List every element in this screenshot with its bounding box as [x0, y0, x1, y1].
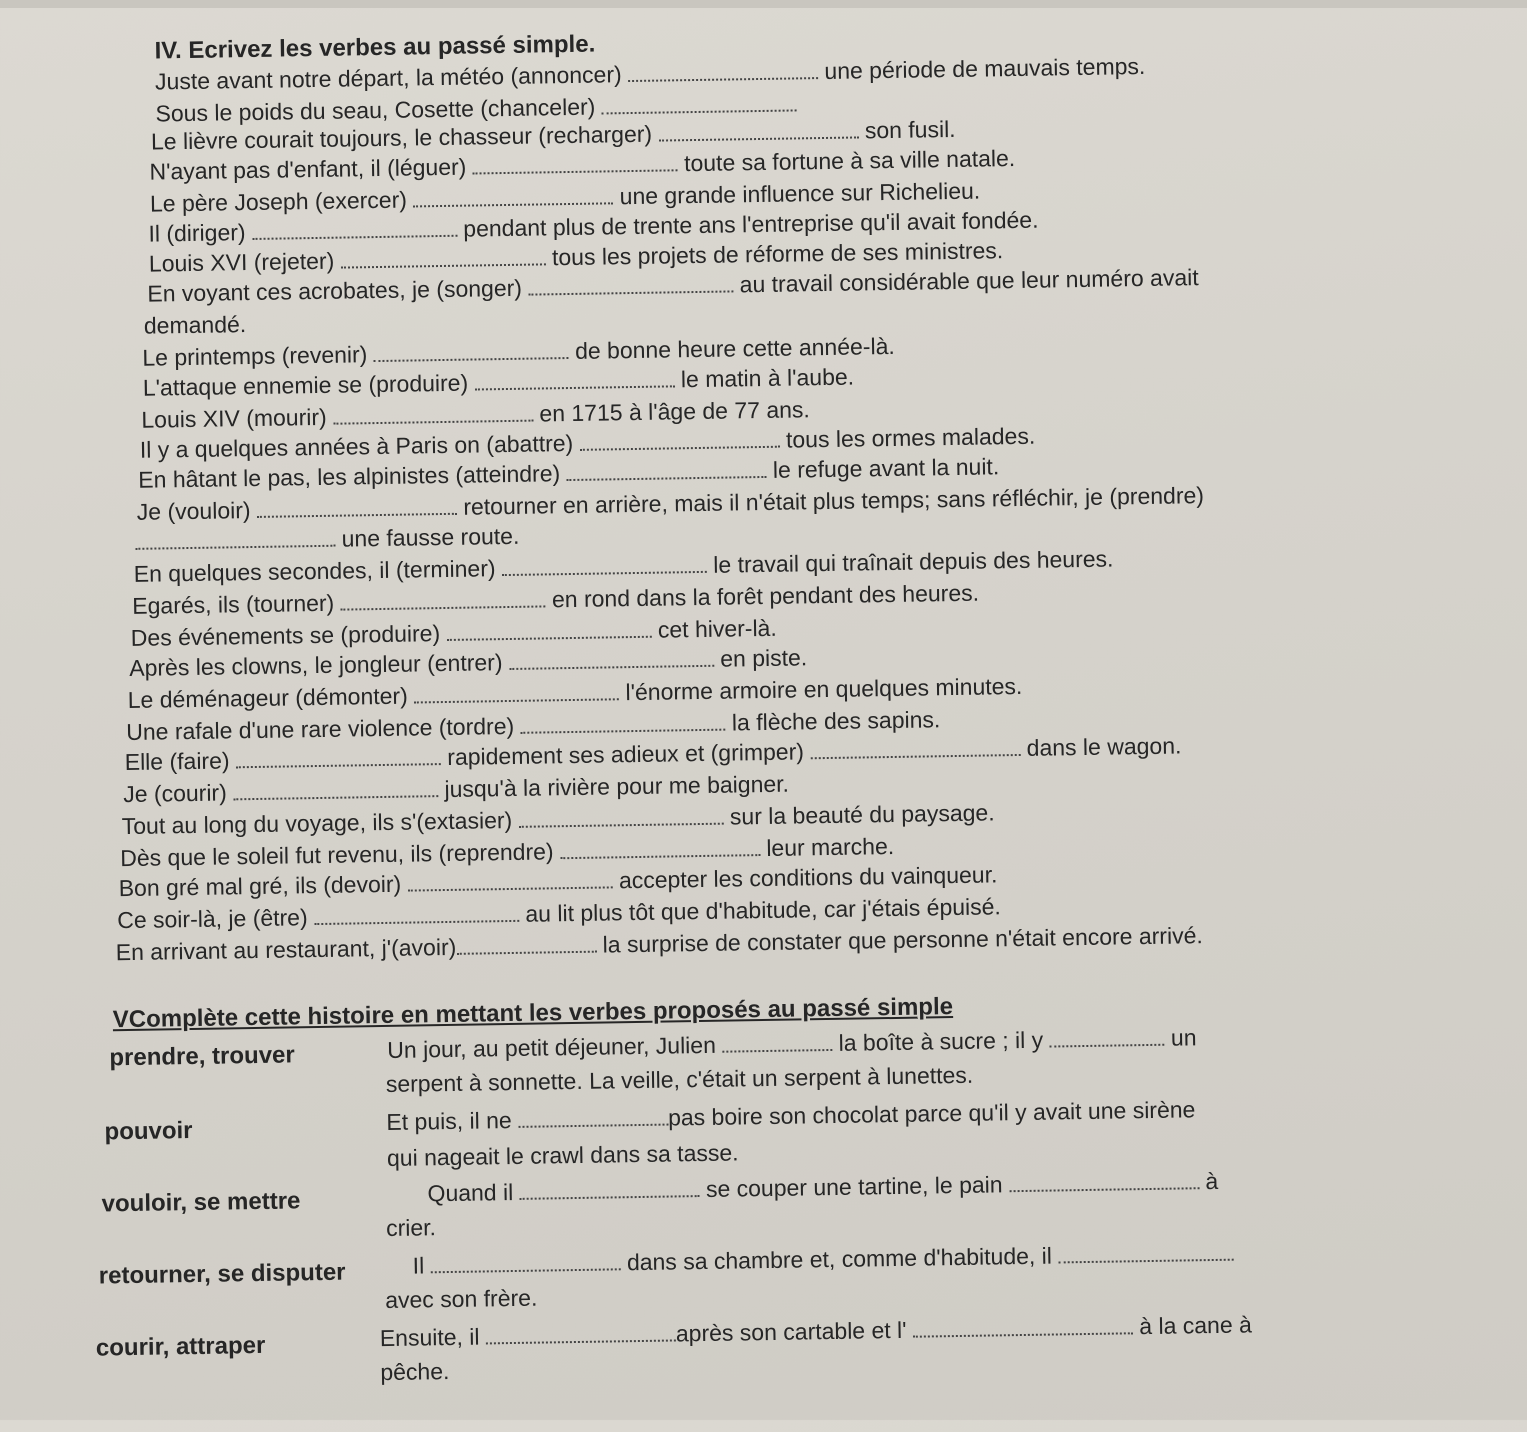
- story-line: serpent à sonnette. La veille, c'était un serpent à lunettes.: [385, 1061, 974, 1097]
- answer-blank[interactable]: [628, 59, 818, 82]
- story-line: qui nageait le crawl dans sa tasse.: [386, 1139, 739, 1171]
- exercise-line: Il y a quelques années à Paris on (abattre) tous les ormes malades.: [139, 422, 1036, 463]
- exercise-line: Une rafale d'une rare violence (tordre) la flèche des sapins.: [126, 706, 941, 746]
- answer-blank[interactable]: [1009, 1169, 1199, 1192]
- answer-blank[interactable]: [407, 868, 612, 891]
- answer-blank[interactable]: [502, 553, 707, 576]
- answer-blank[interactable]: [374, 339, 569, 362]
- answer-blank[interactable]: [528, 272, 733, 295]
- story-line: avec son frère.: [385, 1284, 538, 1314]
- exercise-line: Dès que le soleil fut revenu, ils (reprendre) leur marche.: [120, 832, 895, 872]
- section5-title: VComplète cette histoire en mettant les verbes proposés au passé simple: [112, 993, 954, 1034]
- answer-blank[interactable]: [456, 933, 596, 955]
- verb-hint: courir, attraper: [95, 1331, 266, 1362]
- answer-blank[interactable]: [257, 495, 457, 518]
- story-line: crier.: [385, 1214, 437, 1241]
- answer-blank[interactable]: [236, 745, 441, 768]
- exercise-line: Après les clowns, le jongleur (entrer) en piste.: [129, 644, 808, 681]
- answer-blank[interactable]: [430, 1250, 620, 1273]
- story-line: Quand il se couper une tartine, le pain à: [427, 1167, 1219, 1207]
- exercise-line: demandé.: [143, 311, 247, 339]
- exercise-line: Je (vouloir) retourner en arrière, mais il n'était plus temps; sans réfléchir, je (prendre): [136, 482, 1205, 525]
- exercise-line: Juste avant notre départ, la météo (annoncer) une période de mauvais temps.: [154, 52, 1146, 95]
- answer-blank[interactable]: [446, 618, 651, 641]
- answer-blank[interactable]: [1058, 1241, 1233, 1264]
- verb-hint: vouloir, se mettre: [101, 1187, 301, 1218]
- verb-hint: retourner, se disputer: [98, 1258, 346, 1290]
- answer-blank[interactable]: [560, 836, 760, 859]
- exercise-line: Louis XIV (mourir) en 1715 à l'âge de 77 ans.: [141, 396, 811, 433]
- answer-blank[interactable]: [340, 587, 545, 610]
- exercise-line: Bon gré mal gré, ils (devoir) accepter les conditions du vainqueur.: [118, 861, 998, 902]
- exercise-line: Il (diriger) pendant plus de trente ans l'entreprise qu'il avait fondée.: [148, 206, 1039, 247]
- story-line: pêche.: [380, 1358, 450, 1386]
- exercise-line: Le père Joseph (exercer) une grande influence sur Richelieu.: [149, 177, 981, 217]
- answer-blank[interactable]: [519, 1177, 699, 1200]
- answer-blank[interactable]: [602, 91, 797, 114]
- story-line: Et puis, il ne pas boire son chocolat parce qu'il y avait une sirène: [386, 1096, 1196, 1135]
- verb-hint: pouvoir: [104, 1117, 193, 1146]
- answer-blank[interactable]: [518, 1106, 668, 1128]
- answer-blank[interactable]: [566, 458, 766, 481]
- answer-blank[interactable]: [314, 902, 519, 925]
- exercise-line: Tout au long du voyage, ils s'(extasier) sur la beauté du paysage.: [121, 799, 995, 840]
- answer-blank[interactable]: [658, 118, 858, 141]
- exercise-line: Je (courir) jusqu'à la rivière pour me baigner.: [123, 770, 790, 808]
- answer-blank[interactable]: [340, 245, 545, 268]
- exercise-line: Le déménageur (démonter) l'énorme armoire en quelques minutes.: [127, 672, 1023, 713]
- answer-blank[interactable]: [414, 680, 619, 703]
- exercise-line: L'attaque ennemie se (produire) le matin à l'aube.: [142, 363, 855, 401]
- answer-blank[interactable]: [1049, 1026, 1164, 1048]
- story-line: Il dans sa chambre et, comme d'habitude, il: [412, 1239, 1233, 1280]
- answer-blank[interactable]: [333, 402, 533, 425]
- exercise-line: En quelques secondes, il (terminer) le travail qui traînait depuis des heures.: [133, 545, 1114, 587]
- answer-blank[interactable]: [413, 184, 613, 207]
- answer-blank[interactable]: [135, 527, 335, 550]
- exercise-line: Sous le poids du seau, Cosette (chanceler): [155, 89, 797, 127]
- exercise-line: Elle (faire) rapidement ses adieux et (grimper) dans le wagon.: [124, 732, 1182, 776]
- answer-blank[interactable]: [913, 1314, 1133, 1337]
- exercise-line: Louis XVI (rejeter) tous les projets de réforme de ses ministres.: [148, 237, 1004, 277]
- answer-blank[interactable]: [518, 805, 723, 828]
- answer-blank[interactable]: [810, 736, 1020, 759]
- exercise-line: Des événements se (produire) cet hiver-là.: [130, 614, 777, 651]
- section4-title: IV. Ecrivez les verbes au passé simple.: [154, 30, 596, 65]
- story-line: Un jour, au petit déjeuner, Julien la boîte à sucre ; il y un: [387, 1024, 1197, 1063]
- answer-blank[interactable]: [520, 711, 725, 734]
- verb-hint: prendre, trouver: [109, 1041, 295, 1072]
- answer-blank[interactable]: [509, 647, 714, 670]
- exercise-line: Egarés, ils (tourner) en rond dans la forêt pendant des heures.: [132, 579, 980, 619]
- exercise-line: En voyant ces acrobates, je (songer) au travail considérable que leur numéro avait: [147, 264, 1199, 307]
- exercise-line: En hâtant le pas, les alpinistes (atteindre) le refuge avant la nuit.: [138, 453, 1000, 493]
- answer-blank[interactable]: [722, 1031, 832, 1053]
- exercise-line: une fausse route.: [135, 522, 520, 556]
- answer-blank[interactable]: [233, 777, 438, 800]
- answer-blank[interactable]: [252, 217, 457, 240]
- exercise-line: N'ayant pas d'enfant, il (léguer) toute sa fortune à sa ville natale.: [149, 144, 1016, 185]
- exercise-line: Le lièvre courait toujours, le chasseur (recharger) son fusil.: [150, 115, 956, 155]
- answer-blank[interactable]: [474, 367, 674, 390]
- story-line: Ensuite, il après son cartable et l' à la cane à: [379, 1311, 1253, 1352]
- exercise-line: Ce soir-là, je (être) au lit plus tôt que d'habitude, car j'étais épuisé.: [117, 893, 1002, 934]
- answer-blank[interactable]: [473, 151, 678, 174]
- answer-blank[interactable]: [486, 1321, 676, 1344]
- answer-blank[interactable]: [579, 428, 779, 451]
- exercise-line: Le printemps (revenir) de bonne heure cette année-là.: [142, 332, 895, 371]
- exercise-line: En arrivant au restaurant, j'(avoir) la surprise de constater que personne n'était encore arrivé.: [115, 922, 1203, 966]
